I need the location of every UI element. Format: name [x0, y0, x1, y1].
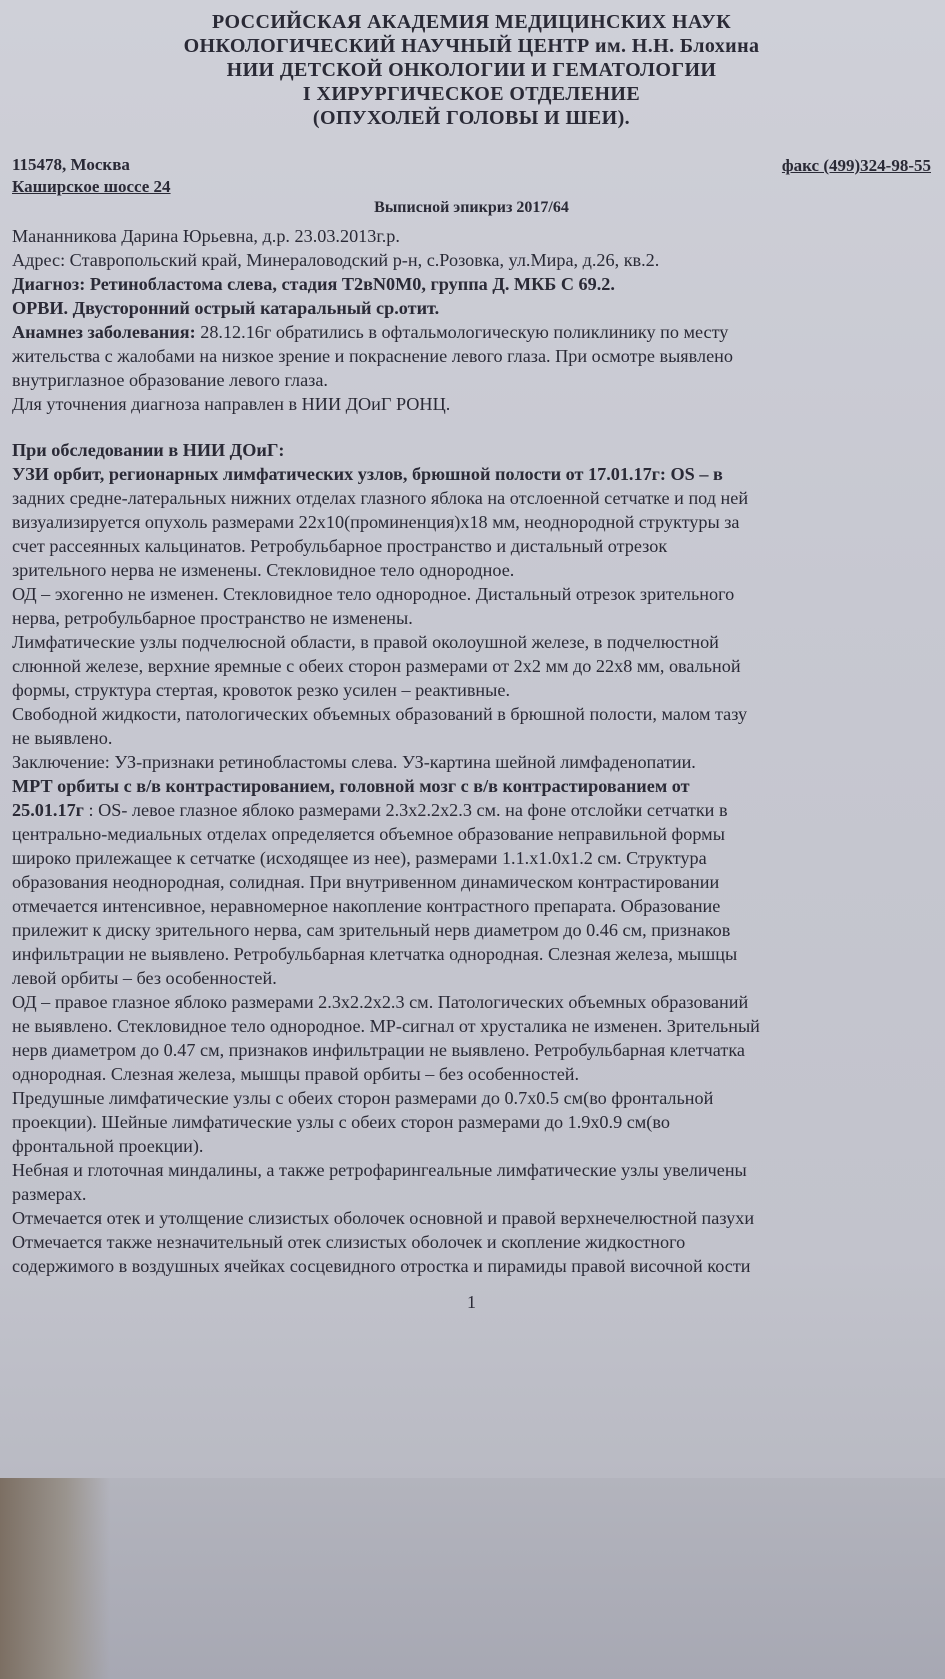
document-title: Выписной эпикриз 2017/64 — [374, 199, 569, 216]
mri-heading-line — [12, 798, 931, 822]
anamnesis-text: 28.12.16г обратились в офтальмологическую поликлинику по месту — [195, 322, 729, 342]
text-line: зрительного нерва не изменены. Стекловидное тело однородное. — [12, 560, 515, 580]
text-line: проекции). Шейные лимфатические узлы с обеих сторон размерами до 1.9x0.9 см(во — [12, 1112, 670, 1132]
text-line: ОД – эхогенно не изменен. Стекловидное тело однородное. Дистальный отрезок зрительного — [12, 584, 735, 604]
text-line: визуализируется опухоль размерами 22x10(проминенция)x18 мм, неоднородной структуры за — [12, 512, 740, 532]
text-line: формы, структура стертая, кровоток резко усилен – реактивные. — [12, 680, 510, 700]
text-line: левой орбиты – без особенностей. — [12, 968, 277, 988]
text-line: размерах. — [12, 1184, 87, 1204]
text-line: слюнной железе, верхние яремные с обеих сторон размерами от 2x2 мм до 22x8 мм, овальной — [12, 656, 741, 676]
text-line: широко прилежащее к сетчатке (исходящее из нее), размерами 1.1.x1.0x1.2 см. Структура — [12, 848, 707, 868]
header-institute: НИИ ДЕТСКОЙ ОНКОЛОГИИ И ГЕМАТОЛОГИИ — [226, 59, 717, 81]
address-city: 115478, Москва — [12, 155, 130, 174]
text-line: отмечается интенсивное, неравномерное накопление контрастного препарата. Образование — [12, 896, 721, 916]
text-line: центрально-медиальных отделах определяется объемное образование неправильной формы — [12, 824, 725, 844]
text-line: Небная и глоточная миндалины, а также ретрофарингеальные лимфатические узлы увеличены — [12, 1160, 747, 1180]
mri-date: 25.01.17г — [12, 800, 84, 820]
background-shadow — [0, 1478, 110, 1679]
postal-address — [12, 154, 171, 198]
text-line: не выявлено. — [12, 728, 113, 748]
anamnesis-line: внутриглазное образование левого глаза. — [12, 370, 328, 390]
text-line: содержимого в воздушных ячейках сосцевидного отростка и пирамиды правой височной кости — [12, 1256, 751, 1276]
text-line: Лимфатические узлы подчелюсной области, в правой околоушной железе, в подчелюстной — [12, 632, 719, 652]
text-line: Отмечается также незначительный отек слизистых оболочек и скопление жидкостного — [12, 1232, 686, 1252]
text-line: Заключение: УЗ-признаки ретинобластомы слева. УЗ-картина шейной лимфаденопатии. — [12, 752, 696, 772]
letterhead — [12, 0, 931, 130]
exam-heading: При обследовании в НИИ ДОиГ: — [12, 440, 285, 460]
ultrasound-text — [12, 486, 931, 774]
mri-intro: : OS- левое глазное яблоко размерами 2.3x2.2x2.3 см. на фоне отслойки сетчатки в — [83, 800, 728, 820]
page-lower-area — [0, 1478, 945, 1679]
text-line: Свободной жидкости, патологических объемных образований в брюшной полости, малом тазу — [12, 704, 748, 724]
header-department-sub: (ОПУХОЛЕЙ ГОЛОВЫ И ШЕИ). — [312, 107, 631, 129]
document-body — [12, 224, 931, 1314]
text-line: однородная. Слезная железа, мышцы правой орбиты – без особенностей. — [12, 1064, 580, 1084]
text-line: задних средне-латеральных нижних отделах глазного яблока на отслоенной сетчатке и под ней — [12, 488, 749, 508]
text-line: нерва, ретробульбарное пространство не изменены. — [12, 608, 413, 628]
header-department: I ХИРУРГИЧЕСКОЕ ОТДЕЛЕНИЕ — [302, 83, 641, 105]
text-line: Отмечается отек и утолщение слизистых оболочек основной и правой верхнечелюстной пазухи — [12, 1208, 755, 1228]
text-line: счет рассеянных кальцинатов. Ретробульбарное пространство и дистальный отрезок — [12, 536, 668, 556]
address-row — [12, 154, 931, 198]
address-street: Каширское шоссе 24 — [12, 177, 171, 196]
text-line: ОД – правое глазное яблоко размерами 2.3x2.2x2.3 см. Патологических объемных образований — [12, 992, 749, 1012]
header-academy: РОССИЙСКАЯ АКАДЕМИЯ МЕДИЦИНСКИХ НАУК — [211, 11, 732, 33]
anamnesis-line — [12, 320, 931, 344]
anamnesis-line: Для уточнения диагноза направлен в НИИ ДОиГ РОНЦ. — [12, 394, 451, 414]
text-line: не выявлено. Стекловидное тело однородное. МР-сигнал от хрусталика не изменен. Зрительный — [12, 1016, 760, 1036]
patient-address: Адрес: Ставропольский край, Минераловодский р-н, с.Розовка, ул.Мира, д.26, кв.2. — [12, 250, 660, 270]
diagnosis-secondary: ОРВИ. Двусторонний острый катаральный ср.отит. — [12, 298, 440, 318]
anamnesis-label: Анамнез заболевания: — [12, 322, 196, 342]
ultrasound-heading: УЗИ орбит, регионарных лимфатических узлов, брюшной полости от 17.01.17г: OS – в — [12, 464, 723, 484]
diagnosis-line: Диагноз: Ретинобластома слева, стадия T2вN0M0, группа Д. МКБ C 69.2. — [12, 274, 615, 294]
page-number: 1 — [467, 1292, 476, 1312]
text-line: Предушные лимфатические узлы с обеих сторон размерами до 0.7x0.5 см(во фронтальной — [12, 1088, 714, 1108]
text-line: нерв диаметром до 0.47 см, признаков инфильтрации не выявлено. Ретробульбарная клетчатка — [12, 1040, 745, 1060]
anamnesis-line: жительства с жалобами на низкое зрение и покраснение левого глаза. При осмотре выявлено — [12, 346, 733, 366]
text-line: фронтальной проекции). — [12, 1136, 204, 1156]
mri-heading: МРТ орбиты с в/в контрастированием, головной мозг с в/в контрастированием от — [12, 776, 690, 796]
text-line: инфильтрации не выявлено. Ретробульбарная клетчатка однородная. Слезная железа, мышцы — [12, 944, 738, 964]
patient-name: Мананникова Дарина Юрьевна, д.р. 23.03.2013г.р. — [12, 226, 400, 246]
fax-number: факс (499)324-98-55 — [781, 156, 931, 175]
mri-text — [12, 822, 931, 1278]
text-line: прилежит к диску зрительного нерва, сам зрительный нерв диаметром до 0.46 см, признаков — [12, 920, 731, 940]
header-center: ОНКОЛОГИЧЕСКИЙ НАУЧНЫЙ ЦЕНТР им. Н.Н. Блохина — [183, 35, 760, 57]
text-line: образования неоднородная, солидная. При внутривенном динамическом контрастировании — [12, 872, 720, 892]
